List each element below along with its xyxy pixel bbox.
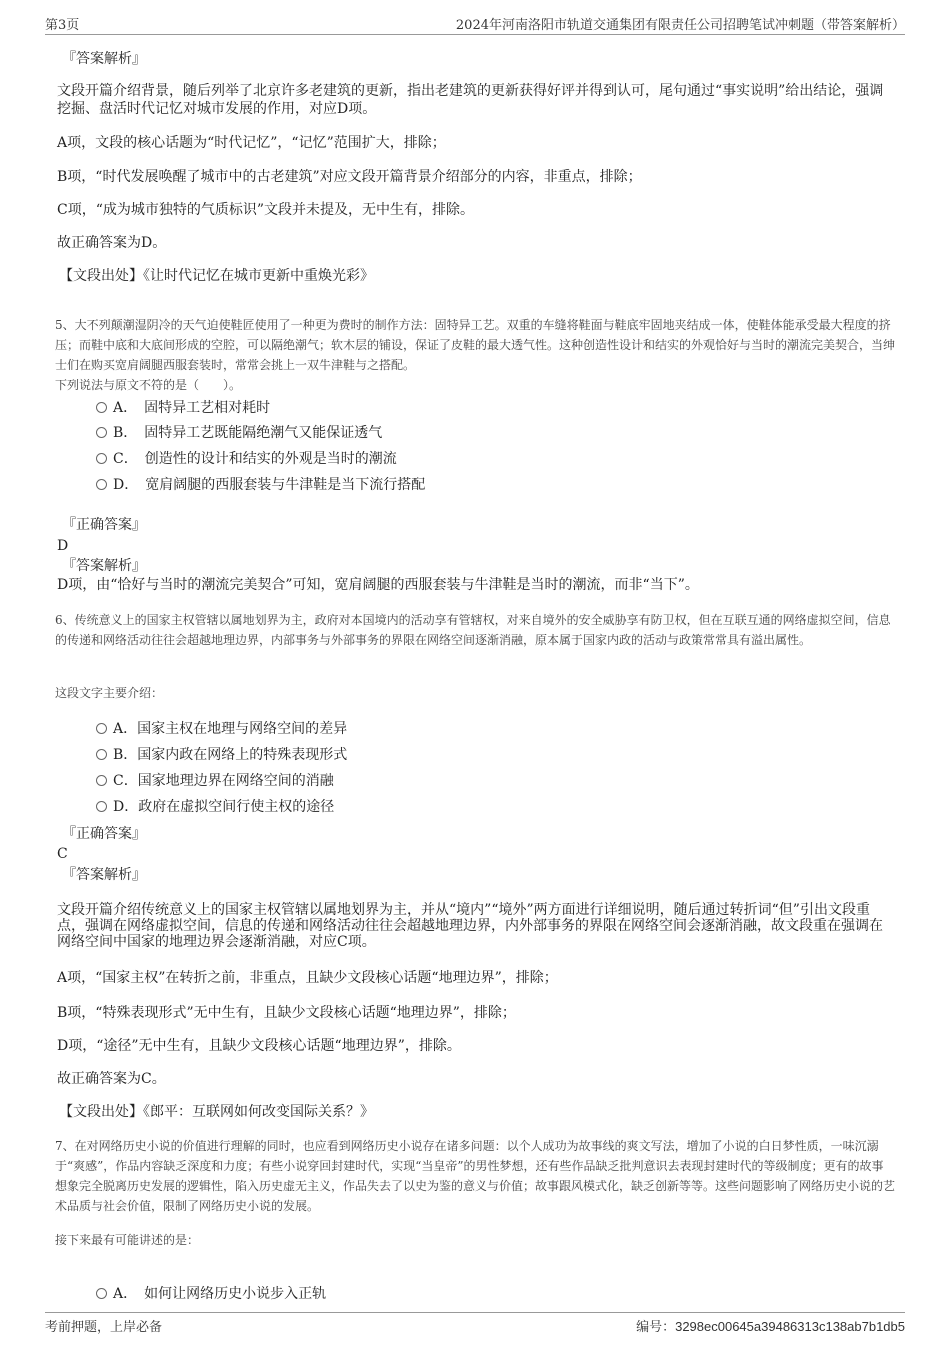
q4-source: 【文段出处】《让时代记忆在城市更新中重焕光彩》 (59, 268, 374, 284)
q6-option-d-note: D项，“途径”无中生有，且缺少文段核心话题“地理边界”，排除。 (57, 1038, 461, 1054)
q6-question: 这段文字主要介绍： (55, 686, 164, 700)
radio-icon[interactable] (96, 479, 107, 490)
q6-option-c[interactable]: C．国家地理边界在网络空间的消融 (96, 772, 334, 790)
q5-correct-label: 『正确答案』 (62, 517, 146, 533)
document-title: 2024年河南洛阳市轨道交通集团有限责任公司招聘笔试冲刺题（带答案解析） (455, 18, 905, 33)
q7-option-a[interactable]: A． 如何让网络历史小说步入正轨 (96, 1285, 326, 1303)
q6-conclusion: 故正确答案为C。 (57, 1071, 166, 1087)
page-footer (45, 1312, 905, 1335)
q4-analysis-label: 『答案解析』 (62, 51, 146, 67)
q6-correct-answer: C (57, 846, 68, 862)
q6-analysis-text: 文段开篇介绍传统意义上的国家主权管辖以属地划界为主，并从“境内”“境外”两方面进行详细说明，随后通过转折词“但”引出文段重点，强调在网络虚拟空间，信息的传递和网络活动往往会超越地理边界，内外部事务的界限在网络空间会逐渐消融，故文段重在强调在网络空间中国家的地理边界会逐渐消融，对应C项。 (57, 902, 883, 950)
q5-analysis-label: 『答案解析』 (62, 558, 146, 574)
q4-conclusion: 故正确答案为D。 (57, 235, 167, 251)
page-number: 第3页 (45, 18, 80, 33)
q4-analysis-text: 文段开篇介绍背景，随后列举了北京许多老建筑的更新，指出老建筑的更新获得好评并得到认可，尾句通过“事实说明”给出结论，强调挖掘、盘活时代记忆对城市发展的作用，对应D项。 (57, 83, 884, 117)
footer-slogan: 考前押题，上岸必备 (45, 1320, 163, 1335)
q5-option-a[interactable]: A． 固特异工艺相对耗时 (96, 399, 270, 417)
q6-correct-label: 『正确答案』 (62, 826, 146, 842)
q5-option-c[interactable]: C． 创造性的设计和结实的外观是当时的潮流 (96, 450, 397, 468)
q6-stem: 6、传统意义上的国家主权管辖以属地划界为主，政府对本国境内的活动享有管辖权，对来自境外的安全威胁享有防卫权，但在互联互通的网络虚拟空间，信息的传递和网络活动往往会超越地理边界，内部事务与外部事务的界限在网络空间逐渐消融，原本属于国家内政的活动与政策常常具有溢出属性。 (55, 613, 891, 647)
radio-icon[interactable] (96, 427, 107, 438)
q6-source: 【文段出处】《郎平：互联网如何改变国际关系？》 (59, 1104, 374, 1120)
q6-analysis-label: 『答案解析』 (62, 867, 146, 883)
q7-stem: 7、在对网络历史小说的价值进行理解的同时，也应看到网络历史小说存在诸多问题：以个人成功为故事线的爽文写法，增加了小说的白日梦性质，一味沉溺于“爽感”，作品内容缺乏深度和力度；有些小说穿回封建时代，实现“当皇帝”的男性梦想，还有些作品缺乏批判意识去表现封建时代的等级制度；更有的故事想象完全脱离历史发展的逻辑性，陷入历史虚无主义，作品失去了以史为鉴的意义与价值；故事跟风模式化，缺乏创新等等。这些问题影响了网络历史小说的艺术品质与社会价值，限制了网络历史小说的发展。 (55, 1139, 896, 1213)
radio-icon[interactable] (96, 749, 107, 760)
q4-option-a-note: A项，文段的核心话题为“时代记忆”，“记忆”范围扩大，排除； (57, 135, 446, 151)
radio-icon[interactable] (96, 723, 107, 734)
q5-stem: 5、大不列颠潮湿阴冷的天气迫使鞋匠使用了一种更为费时的制作方法：固特异工艺。双重的车缝将鞋面与鞋底牢固地夹结成一体，使鞋体能承受最大程度的挤压；而鞋中底和大底间形成的空腔，可以隔绝潮气；软木层的铺设，保证了皮鞋的最大透气性。这种创造性设计和结实的外观恰好与当时的潮流完美契合，当绅士们在购买宽肩阔腿西服套装时，常常会挑上一双牛津鞋与之搭配。 (55, 318, 896, 372)
page-header (45, 14, 905, 35)
radio-icon[interactable] (96, 801, 107, 812)
q4-option-c-note: C项，“成为城市独特的气质标识”文段并未提及，无中生有，排除。 (57, 202, 475, 218)
q5-correct-answer: D (57, 538, 69, 554)
radio-icon[interactable] (96, 402, 107, 413)
q5-option-d[interactable]: D． 宽肩阔腿的西服套装与牛津鞋是当下流行搭配 (96, 476, 425, 494)
radio-icon[interactable] (96, 453, 107, 464)
q5-question: 下列说法与原文不符的是（ ）。 (55, 378, 242, 392)
q7-question: 接下来最有可能讲述的是： (55, 1233, 200, 1247)
radio-icon[interactable] (96, 775, 107, 786)
q6-option-a-note: A项，“国家主权”在转折之前，非重点，且缺少文段核心话题“地理边界”，排除； (57, 970, 558, 986)
radio-icon[interactable] (96, 1288, 107, 1299)
q6-option-b[interactable]: B．国家内政在网络上的特殊表现形式 (96, 746, 347, 764)
q5-option-b[interactable]: B． 固特异工艺既能隔绝潮气又能保证透气 (96, 424, 382, 442)
q6-option-a[interactable]: A．国家主权在地理与网络空间的差异 (96, 720, 347, 738)
q6-option-b-note: B项，“特殊表现形式”无中生有，且缺少文段核心话题“地理边界”，排除； (57, 1005, 516, 1021)
footer-id: 编号：3298ec00645a39486313c138ab7b1db5 (636, 1319, 905, 1335)
q5-analysis-text: D项，由“恰好与当时的潮流完美契合”可知，宽肩阔腿的西服套装与牛津鞋是当时的潮流，而非“当下”。 (57, 577, 699, 593)
q6-option-d[interactable]: D．政府在虚拟空间行使主权的途径 (96, 798, 334, 816)
q4-option-b-note: B项，“时代发展唤醒了城市中的古老建筑”对应文段开篇背景介绍部分的内容，非重点，排除； (57, 169, 642, 185)
